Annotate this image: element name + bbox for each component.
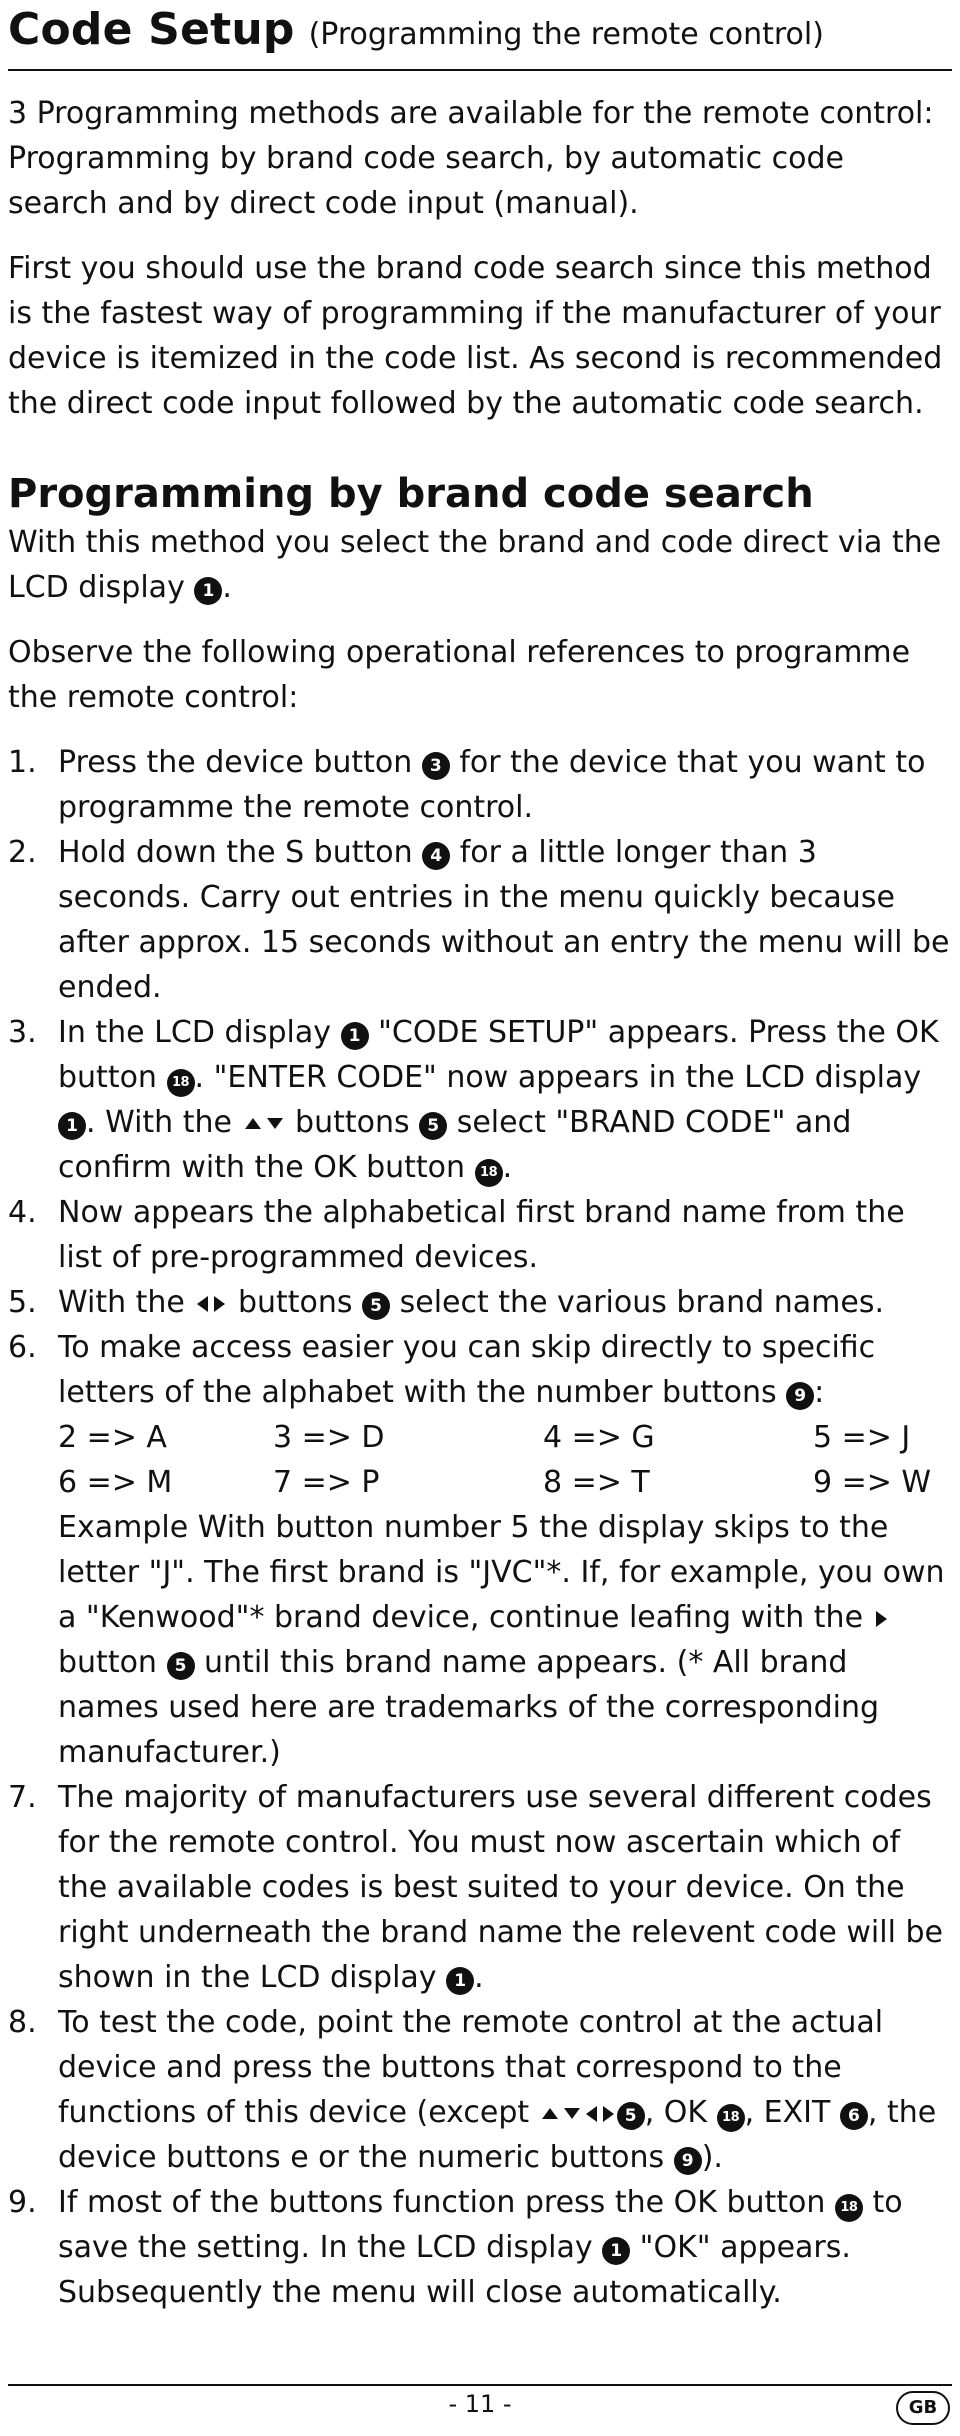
step-9 <box>8 2180 952 2315</box>
step-6 <box>8 1325 952 1775</box>
number-letter-map <box>58 1415 952 1505</box>
callout-1-icon: 1 <box>446 1967 474 1995</box>
callout-5-icon: 5 <box>617 2102 645 2130</box>
step-number: 8. <box>8 2005 37 2040</box>
step-text: Hold down the S button 4 for a little longer than 3 seconds. Carry out entries in the menu quickly because after approx. 15 seconds without an entry the menu will be ended. <box>58 835 950 1005</box>
section-paragraph-2: Observe the following operational references to programme the remote control: <box>8 635 911 715</box>
step-number: 5. <box>8 1285 37 1320</box>
step-number: 4. <box>8 1195 37 1230</box>
callout-5-icon: 5 <box>362 1292 390 1320</box>
callout-1-icon: 1 <box>194 577 222 605</box>
left-arrow-icon <box>197 1296 208 1312</box>
step-text: If most of the buttons function press the OK button 18 to save the setting. In the LCD display 1 "OK" appears. Subsequently the menu will close automatically. <box>58 2185 903 2310</box>
down-arrow-icon <box>564 2108 580 2119</box>
callout-18-icon: 18 <box>167 1069 195 1097</box>
right-arrow-icon <box>603 2106 614 2122</box>
callout-5-icon: 5 <box>167 1652 195 1680</box>
step-text: Now appears the alphabetical first brand name from the list of pre-programmed devices. <box>58 1195 905 1275</box>
page-header <box>8 4 952 55</box>
page-title: Code Setup <box>8 4 295 55</box>
intro-paragraph-1: 3 Programming methods are available for the remote control: Programming by brand code search, by automatic code search and by direct code input (manual). <box>8 96 934 221</box>
callout-5-icon: 5 <box>419 1112 447 1140</box>
step-text: In the LCD display 1 "CODE SETUP" appears. Press the OK button 18 . "ENTER CODE" now appears in the LCD display 1 . With the buttons 5 select "BRAND CODE" and confirm with the OK button 18 . <box>58 1015 939 1185</box>
step-7 <box>8 1775 952 2000</box>
step-number: 2. <box>8 835 37 870</box>
step-1 <box>8 740 952 830</box>
callout-1-icon: 1 <box>58 1112 86 1140</box>
callout-3-icon: 3 <box>422 752 450 780</box>
right-arrow-icon <box>876 1611 887 1627</box>
step-text: To make access easier you can skip directly to specific letters of the alphabet with the number buttons 9 : 2 => A 3 => D 4 => G 5 => J 6 => M 7 => P 8 => T 9 => W Example With button number 5 the display skips to the letter "J". The first brand is "JVC"*. If, for example, you own a "Kenwood"* brand device, continue leafing with the button 5 until this brand name appears. (* All brand names used here are trademarks of the corresponding manufacturer.) <box>58 1325 952 1775</box>
step-text: Press the device button 3 for the device that you want to programme the remote control. <box>58 745 926 825</box>
steps-list <box>8 740 952 2315</box>
page-number: - 11 - <box>448 2390 512 2418</box>
section-heading: Programming by brand code search <box>8 471 814 517</box>
map-entry: 6 => M <box>58 1465 173 1500</box>
step-4 <box>8 1190 952 1280</box>
step-text: With the buttons 5 select the various brand names. <box>58 1285 884 1320</box>
step-2 <box>8 830 952 1010</box>
callout-9-icon: 9 <box>786 1382 814 1410</box>
callout-6-icon: 6 <box>840 2102 868 2130</box>
callout-9-icon: 9 <box>674 2147 702 2175</box>
step-text: To test the code, point the remote control at the actual device and press the buttons that correspond to the functions of this device (except 5 , OK 18 , EXIT 6 , the device buttons e or the numeric buttons 9 ). <box>58 2005 937 2175</box>
left-arrow-icon <box>586 2106 597 2122</box>
map-entry: 2 => A <box>58 1420 167 1455</box>
map-entry: 9 => W <box>813 1465 932 1500</box>
step-text: The majority of manufacturers use several different codes for the remote control. You must now ascertain which of the available codes is best suited to your device. On the right underneath the brand name the relevent code will be shown in the LCD display 1 . <box>58 1780 943 1995</box>
step-number: 3. <box>8 1015 37 1050</box>
header-divider <box>8 69 952 71</box>
section-paragraph-1: With this method you select the brand and code direct via the LCD display 1 . <box>8 525 942 605</box>
page-subtitle: (Programming the remote control) <box>308 17 824 52</box>
intro-paragraph-2: First you should use the brand code search since this method is the fastest way of programming if the manufacturer of your device is itemized in the code list. As second is recommended the direct code input followed by the automatic code search. <box>8 251 943 421</box>
step-number: 1. <box>8 745 37 780</box>
callout-18-icon: 18 <box>475 1159 503 1187</box>
callout-18-icon: 18 <box>835 2194 863 2222</box>
step-number: 6. <box>8 1330 37 1365</box>
map-entry: 5 => J <box>813 1420 911 1455</box>
callout-1-icon: 1 <box>341 1022 369 1050</box>
right-arrow-icon <box>214 1296 225 1312</box>
map-entry: 7 => P <box>273 1465 380 1500</box>
up-arrow-icon <box>542 2108 558 2119</box>
footer-divider <box>8 2384 952 2386</box>
callout-4-icon: 4 <box>422 842 450 870</box>
callout-18-icon: 18 <box>717 2104 745 2132</box>
step-8 <box>8 2000 952 2180</box>
step-number: 7. <box>8 1780 37 1815</box>
step-number: 9. <box>8 2185 37 2220</box>
map-entry: 4 => G <box>543 1420 655 1455</box>
step-5 <box>8 1280 952 1325</box>
map-entry: 3 => D <box>273 1420 385 1455</box>
callout-1-icon: 1 <box>602 2237 630 2265</box>
language-badge: GB <box>896 2391 950 2425</box>
up-arrow-icon <box>245 1118 261 1129</box>
map-entry: 8 => T <box>543 1465 650 1500</box>
down-arrow-icon <box>267 1118 283 1129</box>
step-3 <box>8 1010 952 1190</box>
